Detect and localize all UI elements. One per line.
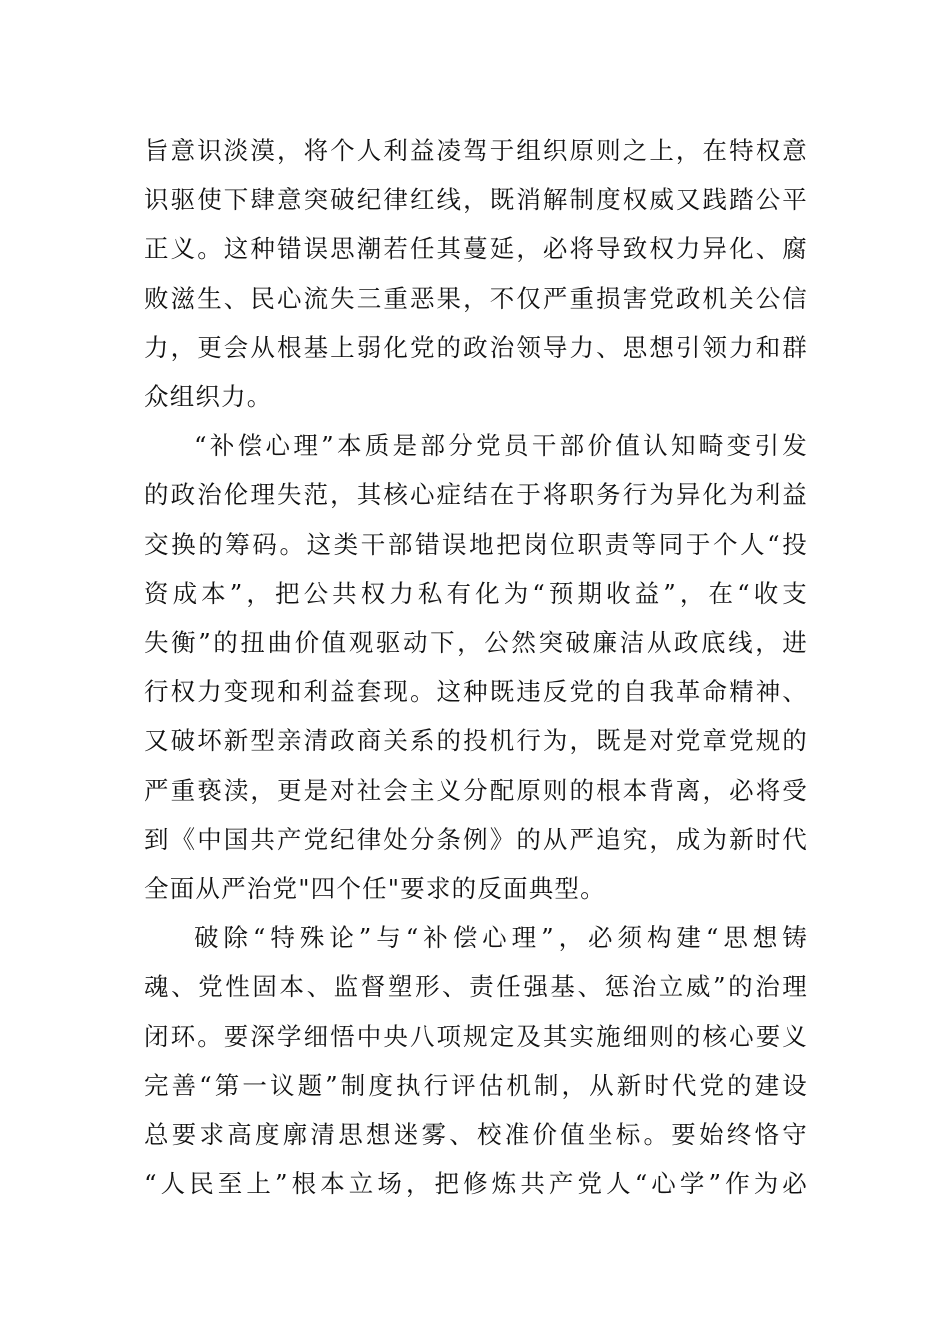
- text-line: 严重亵渎，更是对社会主义分配原则的根本背离，必将受: [144, 775, 808, 805]
- text-line: 力，更会从根基上弱化党的政治领导力、思想引领力和群: [144, 332, 808, 362]
- text-line: 总要求高度廓清思想迷雾、校准价值坐标。要始终恪守: [144, 1120, 808, 1150]
- text-line: 识驱使下肆意突破纪律红线，既消解制度权威又践踏公平: [144, 185, 808, 215]
- text-line: “补偿心理”本质是部分党员干部价值认知畸变引发: [194, 431, 808, 461]
- text-line: 闭环。要深学细悟中央八项规定及其实施细则的核心要义: [144, 1021, 808, 1051]
- text-line: 众组织力。: [144, 382, 273, 412]
- text-line: 又破坏新型亲清政商关系的投机行为，既是对党章党规的: [144, 726, 808, 756]
- document-body: [144, 126, 808, 1208]
- text-line: 破除“特殊论”与“补偿心理”，必须构建“思想铸: [194, 923, 808, 953]
- paragraph-1: [144, 126, 808, 421]
- paragraph-2: [144, 421, 808, 913]
- text-line: 失衡”的扭曲价值观驱动下，公然突破廉洁从政底线，进: [144, 628, 808, 658]
- text-line: 到《中国共产党纪律处分条例》的从严追究，成为新时代: [144, 824, 808, 854]
- text-line: 的政治伦理失范，其核心症结在于将职务行为异化为利益: [144, 480, 808, 510]
- text-line: 旨意识淡漠，将个人利益凌驾于组织原则之上，在特权意: [144, 136, 808, 165]
- text-line: 资成本”，把公共权力私有化为“预期收益”，在“收支: [144, 578, 808, 608]
- text-line: 正义。这种错误思潮若任其蔓延，必将导致权力异化、腐: [144, 234, 808, 264]
- text-line: 全面从严治党"四个任"要求的反面典型。: [144, 874, 606, 904]
- text-line: 行权力变现和利益套现。这种既违反党的自我革命精神、: [144, 677, 808, 707]
- text-line: 魂、党性固本、监督塑形、责任强基、惩治立威”的治理: [144, 972, 808, 1002]
- text-line: 败滋生、民心流失三重恶果，不仅严重损害党政机关公信: [144, 283, 808, 313]
- text-line: “人民至上”根本立场，把修炼共产党人“心学”作为必: [144, 1169, 808, 1199]
- paragraph-3: [144, 913, 808, 1208]
- text-line: 交换的筹码。这类干部错误地把岗位职责等同于个人“投: [144, 529, 808, 559]
- text-line: 完善“第一议题”制度执行评估机制，从新时代党的建设: [144, 1070, 808, 1100]
